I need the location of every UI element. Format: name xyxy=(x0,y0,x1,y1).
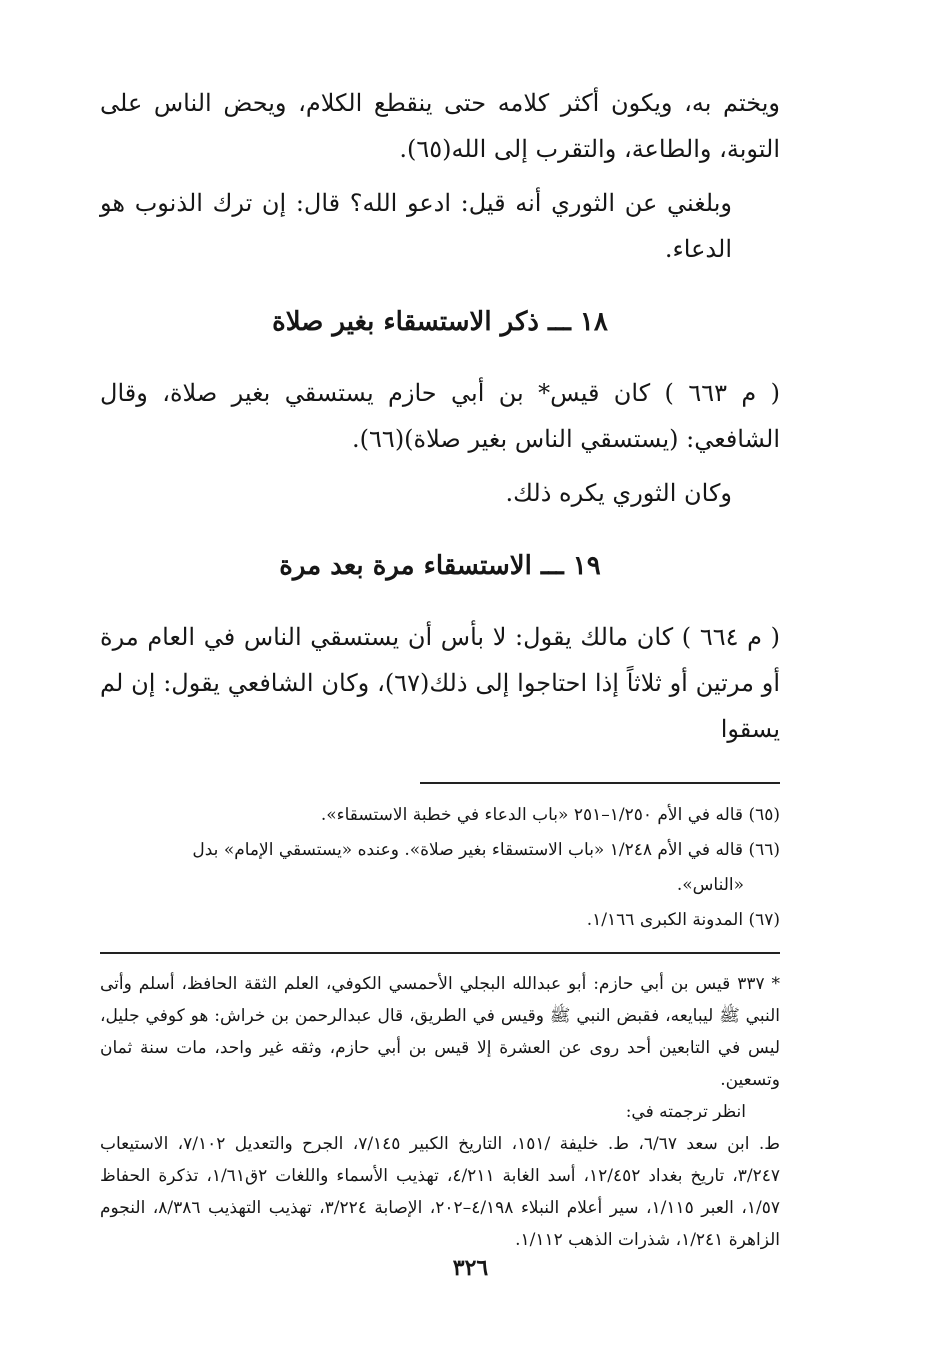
footnote-66: (٦٦) قاله في الأم ١/٢٤٨ «باب الاستسقاء بغير صلاة». وعنده «يستسقي الإمام» بدل xyxy=(192,840,780,860)
biography-note xyxy=(100,968,780,1256)
footnote-67: (٦٧) المدونة الكبرى ١/١٦٦. xyxy=(586,910,780,930)
footnote-66-continuation: «الناس». xyxy=(676,875,744,895)
biography-divider xyxy=(100,952,780,954)
paragraph-4: وكان الثوري يكره ذلك. xyxy=(505,479,732,507)
section-heading-18: ١٨ ـــ ذكر الاستسقاء بغير صلاة xyxy=(272,307,608,337)
paragraph-5: ( م ٦٦٤ ) كان مالك يقول: لا بأس أن يستسقي الناس في العام مرة أو مرتين أو ثلاثاً إذا احتاجوا إلى ذلك(٦٧)، وكان الشافعي يقول: إن لم يسقوا xyxy=(100,623,781,743)
page-content xyxy=(100,80,780,1256)
footnotes xyxy=(100,798,780,938)
biography-references: ط. ابن سعد ٦/٦٧، ط. خليفة /١٥١، التاريخ الكبير ٧/١٤٥، الجرح والتعديل ٧/١٠٢، الاستيعاب ٣/٢٤٧، تاريخ بغداد ١٢/٤٥٢، أسد الغابة ٤/٢١١، تهذيب الأسماء واللغات ٢ق١/٦١، تذكرة الحفاظ ١/٥٧، العبر ١/١١٥، سير أعلام النبلاء ٤/١٩٨–٢٠٢، الإصابة ٣/٢٢٤، تهذيب التهذيب ٨/٣٨٦، النجوم الزاهرة ١/٢٤١، شذرات الذهب ١/١١٢. xyxy=(100,1133,780,1250)
footnote-divider xyxy=(420,782,780,784)
section-heading-19: ١٩ ـــ الاستسقاء مرة بعد مرة xyxy=(279,551,601,581)
paragraph-3: ( م ٦٦٣ ) كان قيس* بن أبي حازم يستسقي بغير صلاة، وقال الشافعي: (يستسقي الناس بغير صلاة)(٦٦). xyxy=(100,379,781,453)
paragraph-1: ويختم به، ويكون أكثر كلامه حتى ينقطع الكلام، ويحض الناس على التوبة، والطاعة، والتقرب إلى الله(٦٥). xyxy=(100,89,780,163)
paragraph-2: وبلغني عن الثوري أنه قيل: ادعو الله؟ قال: إن ترك الذنوب هو الدعاء. xyxy=(100,189,732,263)
biography-text: * ٣٣٧ قيس بن أبي حازم: أبو عبدالله البجلي الأحمسي الكوفي، العلم الثقة الحافظ، أسلم وأتى النبي ﷺ ليبايعه، فقبض النبي ﷺ وقيس في الطريق، قال عبدالرحمن بن خراش: هو كوفي جليل، ليس في التابعين أحد روى عن العشرة إلا قيس بن أبي حازم، وثقه غير واحد، مات سنة ثمان وتسعين. xyxy=(100,973,780,1090)
page-number: ٣٢٦ xyxy=(452,1255,489,1281)
biography-see-also: انظر ترجمته في: xyxy=(625,1101,746,1122)
footnote-65: (٦٥) قاله في الأم ١/٢٥٠–٢٥١ «باب الدعاء في خطبة الاستسقاء». xyxy=(320,805,780,825)
